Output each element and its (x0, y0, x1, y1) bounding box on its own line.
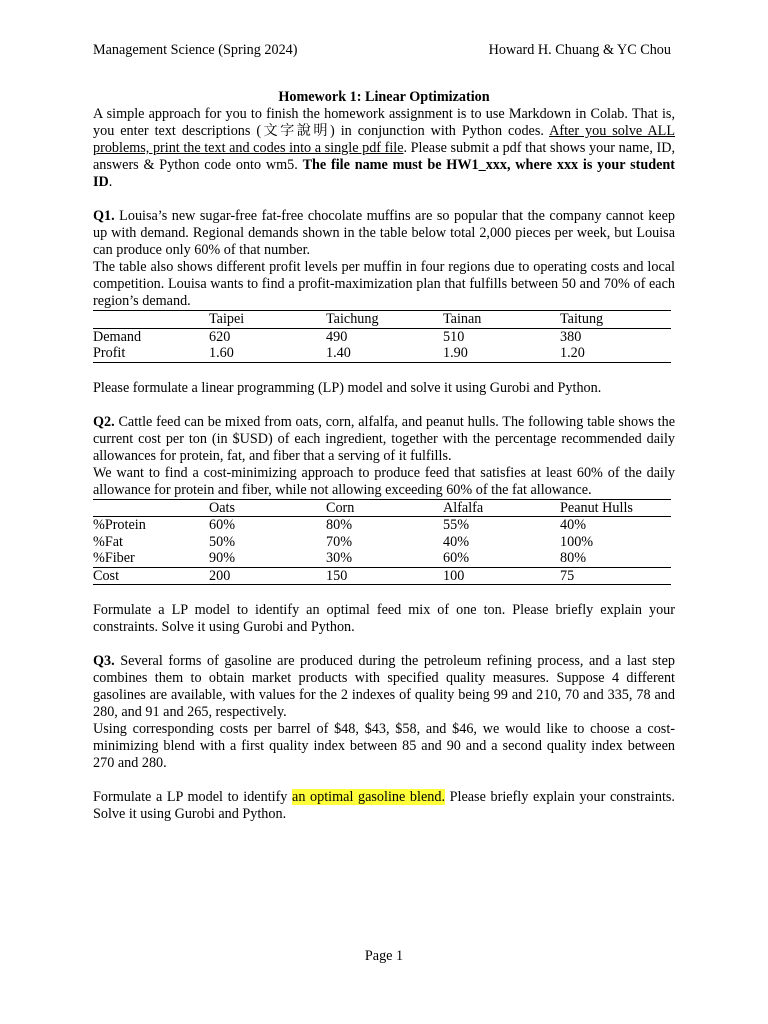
table-cell: 150 (326, 567, 443, 585)
table-cell: 100% (560, 533, 594, 550)
intro-paragraph (93, 106, 675, 191)
homework-title: Homework 1: Linear Optimization (278, 89, 490, 105)
table-cell: 75 (560, 567, 671, 585)
table-row (93, 550, 671, 567)
table-header-cell: Taipei (209, 311, 326, 329)
q1-table (93, 310, 671, 363)
q2-paragraph-1 (93, 414, 675, 465)
table-header-cell: Corn (326, 499, 443, 517)
table-header-row (93, 311, 671, 329)
table-cell: 70% (326, 533, 353, 550)
table-cell (93, 311, 209, 329)
table-cell: 40% (560, 517, 587, 533)
table-header-cell: Tainan (443, 311, 560, 329)
table-cell: 490 (326, 328, 348, 345)
table-header-row (93, 499, 671, 517)
table-cell: 1.20 (560, 345, 671, 362)
table-cell: 620 (209, 328, 231, 345)
course-name: Management Science (Spring 2024) (93, 42, 298, 58)
table-cell: Profit (93, 345, 209, 362)
q3-paragraph-1 (93, 653, 675, 721)
q3-paragraph-2: Using corresponding costs per barrel of $48, $43, $58, and $46, we would like to choose a cost-minimizing blend with a first quality index between 85 and 90 and a second quality index between 270 and 280. (93, 721, 675, 771)
table-cell: 80% (326, 517, 353, 533)
page-content (93, 89, 675, 823)
intro-text-1: A simple approach for you to finish the homework assignment is to use Markdown in Colab. That is, you enter text descriptions (文字說明) in conjunction with Python codes. (93, 106, 675, 139)
q3-instruction-text-2: Please briefly explain your constraints. Solve it using Gurobi and Python. (93, 789, 675, 822)
table-cell: 50% (209, 533, 236, 550)
table-cell: %Protein (93, 517, 146, 533)
q3-instruction (93, 789, 675, 823)
table-header-cell: Peanut Hulls (560, 499, 671, 517)
q2-paragraph-2: We want to find a cost-minimizing approach to produce feed that satisfies at least 60% of the daily allowance for protein and fiber, while not allowing exceeding 60% of the fat allowance. (93, 464, 675, 498)
table-cell: 1.60 (209, 345, 326, 362)
q1-text-1: Louisa’s new sugar-free fat-free chocolate muffins are so popular that the company cannot keep up with demand. Regional demands shown in the table below total 2,000 pieces per week, but Louisa can produce only 60% of that number. (93, 208, 675, 258)
table-header-cell: Oats (209, 499, 326, 517)
q3-instruction-text-1: Formulate a LP model to identify (93, 789, 293, 805)
table-cell: 60% (209, 517, 236, 533)
table-cell: 40% (443, 533, 470, 550)
table-row (93, 345, 671, 362)
table-cell: 380 (560, 328, 582, 345)
table-row (93, 328, 671, 345)
table-cell: 100 (443, 567, 560, 585)
table-row (93, 534, 671, 551)
q1-paragraph-2: The table also shows different profit levels per muffin in four regions due to operating costs and local competition. Louisa wants to find a profit-maximization plan that fulfills between 50 and 70% of each region’s demand. (93, 259, 675, 309)
q3-label: Q3. (93, 653, 115, 669)
q2-instruction: Formulate a LP model to identify an optimal feed mix of one ton. Please briefly explain your constraints. Solve it using Gurobi and Python. (93, 602, 675, 635)
q1-paragraph-1 (93, 208, 675, 259)
q2-text-1: Cattle feed can be mixed from oats, corn, alfalfa, and peanut hulls. The following table shows the current cost per ton (in $USD) of each ingredient, together with the percentage recommended daily allowances for protein, fat, and fiber that a serving of it fulfills. (93, 413, 675, 464)
table-cell: 55% (443, 517, 470, 533)
table-cell: 1.40 (326, 345, 443, 362)
intro-bold-text: The file name must be HW1_xxx, where xxx is your student ID (93, 157, 676, 190)
table-cell: 30% (326, 550, 353, 566)
q3-text-1: Several forms of gasoline are produced during the petroleum refining process, and a last step combines them to obtain market products with specified quality measures. Suppose 4 different gasolines are available, with values for the 2 indexes of quality being 99 and 210, 70 and 335, 78 and 280, and 91 and 265, respectively. (93, 653, 675, 720)
table-cell: 60% (443, 550, 470, 566)
q2-label: Q2. (93, 413, 115, 430)
page-number: Page 1 (364, 948, 404, 964)
table-header-cell: Taitung (560, 311, 671, 329)
table-cell: Cost (93, 567, 209, 585)
intro-text-2: . Please submit a pdf that shows your name, ID, answers & Python code onto wm5. (93, 140, 675, 173)
table-header-cell: Taichung (326, 311, 443, 329)
table-cell: Demand (93, 328, 142, 345)
table-cost-row (93, 567, 671, 585)
highlighted-text: an optimal gasoline blend. (292, 789, 445, 805)
table-header-cell: Alfalfa (443, 499, 560, 517)
table-cell: %Fat (93, 533, 123, 550)
table-cell: 80% (560, 550, 587, 566)
table-cell (93, 499, 209, 517)
authors: Howard H. Chuang & YC Chou (488, 42, 671, 58)
table-cell: 1.90 (443, 345, 560, 362)
table-cell: 90% (209, 550, 236, 566)
q1-label: Q1. (93, 208, 115, 224)
table-cell: 200 (209, 567, 326, 585)
q2-table (93, 499, 671, 586)
q1-instruction: Please formulate a linear programming (LP) model and solve it using Gurobi and Python. (93, 379, 602, 396)
table-cell: 510 (443, 328, 465, 345)
page-header (93, 42, 671, 59)
table-row (93, 517, 671, 534)
table-cell: %Fiber (93, 550, 135, 566)
intro-underlined-text: After you solve ALL problems, print the text and codes into a single pdf file (93, 123, 675, 156)
intro-text-3: . (108, 174, 113, 190)
